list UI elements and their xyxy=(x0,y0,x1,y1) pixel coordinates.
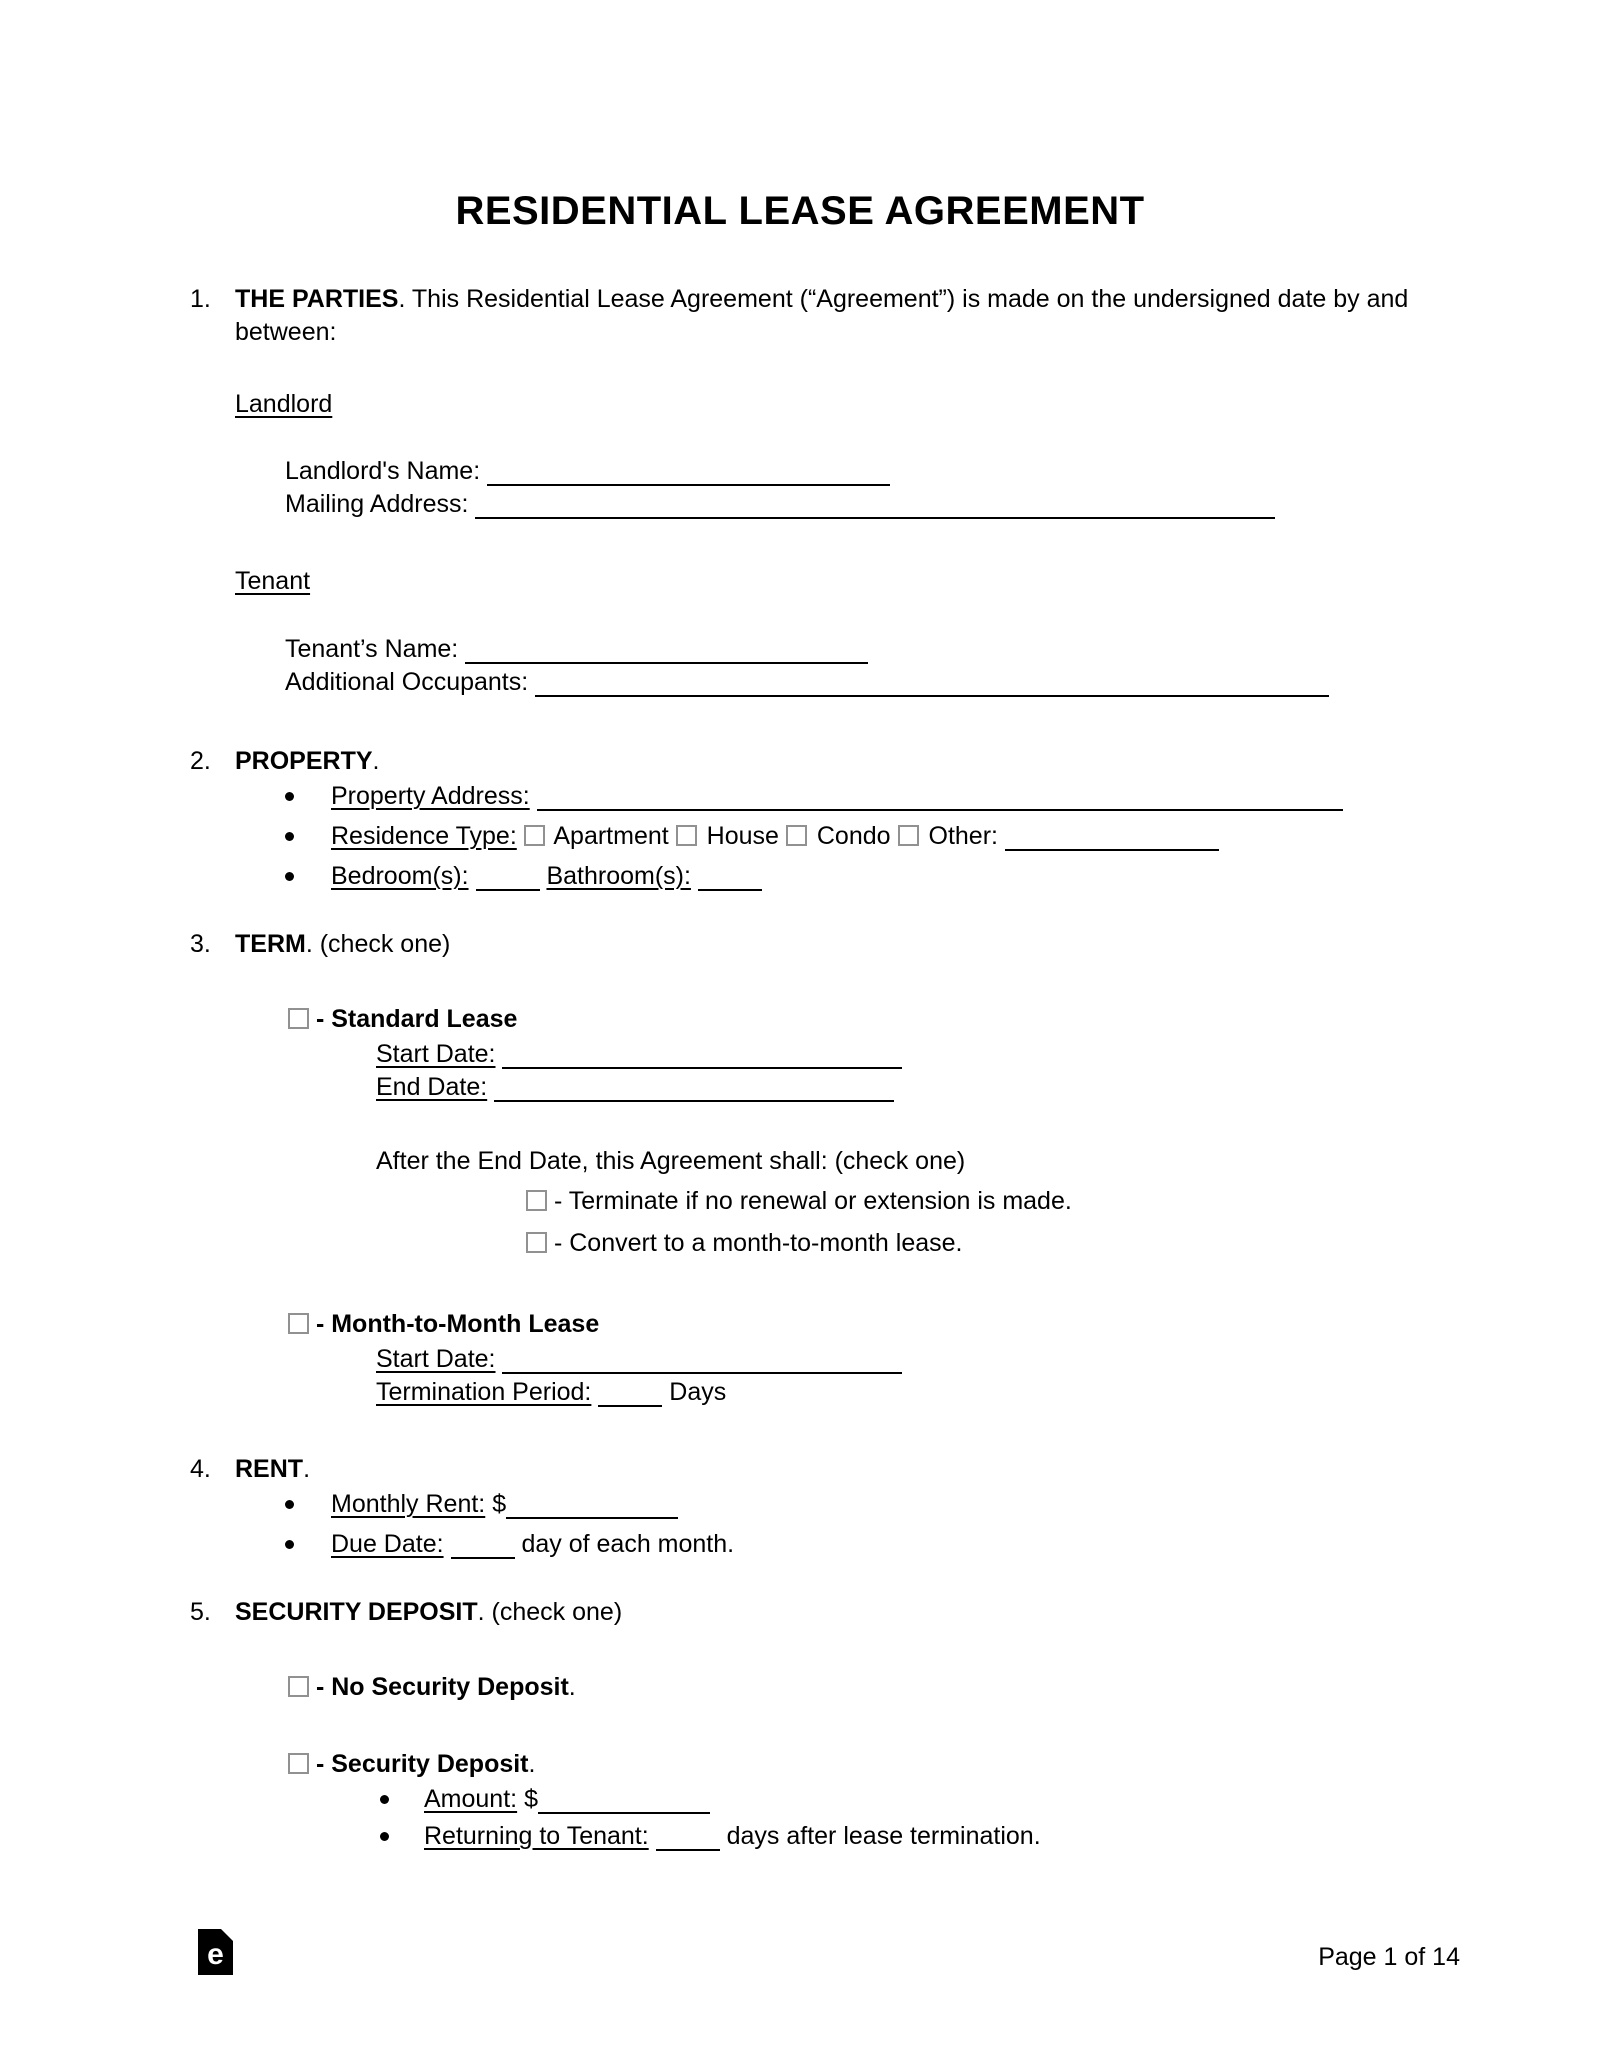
deposit-amount-blank[interactable] xyxy=(538,1786,710,1814)
terminate-checkbox[interactable] xyxy=(526,1190,547,1211)
tenant-fields xyxy=(285,633,1420,699)
landlord-name-label: Landlord's Name: xyxy=(285,457,481,485)
after-end-date-text: After the End Date, this Agreement shall: (check one) xyxy=(376,1147,966,1175)
tenant-name-label: Tenant’s Name: xyxy=(285,635,459,663)
returning-to-tenant-item xyxy=(424,1820,1420,1853)
no-security-deposit-checkbox[interactable] xyxy=(288,1676,309,1697)
convert-option-row xyxy=(526,1227,1420,1260)
due-date-item xyxy=(331,1528,1420,1561)
dash: - xyxy=(553,1229,563,1257)
m2m-start-date-label: Start Date: xyxy=(376,1345,496,1373)
section-rent-tail: . xyxy=(303,1455,311,1483)
bullet-icon xyxy=(285,792,294,801)
standard-lease-title: Standard Lease xyxy=(331,1005,518,1033)
returning-to-tenant-suffix: days after lease termination. xyxy=(726,1822,1041,1850)
termination-period-row xyxy=(376,1376,1420,1409)
mailing-address-row xyxy=(285,488,1420,521)
tenant-name-row xyxy=(285,633,1420,666)
section-term xyxy=(190,928,1420,961)
eforms-logo xyxy=(198,1929,233,1975)
bathrooms-label: Bathroom(s): xyxy=(546,862,691,890)
standard-lease-fields xyxy=(376,1038,1420,1104)
landlord-fields xyxy=(285,455,1420,521)
residence-condo-label: Condo xyxy=(816,822,891,850)
bedrooms-bathrooms-item xyxy=(331,860,1420,893)
due-date-label: Due Date: xyxy=(331,1530,444,1558)
residence-house-checkbox[interactable] xyxy=(676,825,697,846)
mailing-address-label: Mailing Address: xyxy=(285,490,469,518)
standard-lease-row xyxy=(288,1003,1420,1036)
termination-period-blank[interactable] xyxy=(598,1379,662,1407)
no-security-deposit-title: No Security Deposit xyxy=(331,1673,569,1701)
section-parties xyxy=(190,283,1420,349)
residence-house-label: House xyxy=(706,822,779,850)
dollar-sign: $ xyxy=(524,1785,538,1813)
section-term-tail: . (check one) xyxy=(305,930,451,958)
bedrooms-blank[interactable] xyxy=(476,863,540,891)
residence-apartment-checkbox[interactable] xyxy=(524,825,545,846)
section-security-deposit-number: 5. xyxy=(190,1598,211,1626)
standard-end-date-row xyxy=(376,1071,1420,1104)
section-rent xyxy=(190,1453,1420,1486)
standard-lease-checkbox[interactable] xyxy=(288,1008,309,1029)
residence-other-label: Other: xyxy=(928,822,998,850)
dollar-sign: $ xyxy=(492,1490,507,1518)
security-deposit-row xyxy=(288,1748,1420,1781)
after-end-date-options xyxy=(190,1185,1420,1260)
section-rent-number: 4. xyxy=(190,1455,211,1483)
section-parties-number: 1. xyxy=(190,285,211,313)
monthly-rent-item xyxy=(331,1488,1420,1521)
m2m-start-date-row xyxy=(376,1343,1420,1376)
eforms-logo-letter: e xyxy=(207,1938,224,1971)
section-security-deposit-heading: SECURITY DEPOSIT xyxy=(235,1598,478,1626)
no-security-deposit-period: . xyxy=(568,1673,576,1701)
additional-occupants-row xyxy=(285,666,1420,699)
residence-type-item xyxy=(331,820,1420,853)
property-bullets xyxy=(190,780,1420,893)
month-to-month-title: Month-to-Month Lease xyxy=(331,1310,600,1338)
standard-start-date-label: Start Date: xyxy=(376,1040,496,1068)
no-security-deposit-row xyxy=(288,1671,1420,1704)
section-parties-heading: THE PARTIES xyxy=(235,285,399,313)
bathrooms-blank[interactable] xyxy=(698,863,762,891)
additional-occupants-blank[interactable] xyxy=(535,669,1329,697)
convert-option-label: Convert to a month-to-month lease. xyxy=(569,1229,963,1257)
document-content xyxy=(190,283,1420,1853)
monthly-rent-blank[interactable] xyxy=(506,1491,678,1519)
mailing-address-blank[interactable] xyxy=(475,491,1275,519)
security-deposit-checkbox[interactable] xyxy=(288,1753,309,1774)
additional-occupants-label: Additional Occupants: xyxy=(285,668,529,696)
section-security-deposit-tail: . (check one) xyxy=(477,1598,623,1626)
convert-checkbox[interactable] xyxy=(526,1232,547,1253)
bullet-icon xyxy=(285,1540,294,1549)
deposit-amount-item xyxy=(424,1783,1420,1816)
dash: - xyxy=(315,1750,325,1778)
tenant-heading: Tenant xyxy=(235,567,311,595)
tenant-name-blank[interactable] xyxy=(465,636,868,664)
residence-type-label: Residence Type: xyxy=(331,822,517,850)
m2m-start-date-blank[interactable] xyxy=(502,1346,902,1374)
section-security-deposit xyxy=(190,1596,1420,1629)
terminate-option-row xyxy=(526,1185,1420,1218)
bedrooms-label: Bedroom(s): xyxy=(331,862,469,890)
section-term-heading: TERM xyxy=(235,930,306,958)
dash: - xyxy=(315,1673,325,1701)
security-deposit-title: Security Deposit xyxy=(331,1750,529,1778)
standard-end-date-blank[interactable] xyxy=(494,1074,894,1102)
rent-bullets xyxy=(190,1488,1420,1561)
returning-to-tenant-blank[interactable] xyxy=(656,1823,720,1851)
due-date-blank[interactable] xyxy=(451,1531,515,1559)
month-to-month-row xyxy=(288,1308,1420,1341)
section-term-number: 3. xyxy=(190,930,211,958)
property-address-item xyxy=(331,780,1420,813)
termination-days-suffix: Days xyxy=(669,1378,727,1406)
section-parties-intro: . This Residential Lease Agreement (“Agreement”) is made on the undersigned date by and between: xyxy=(235,285,1409,346)
due-date-suffix: day of each month. xyxy=(521,1530,735,1558)
section-property xyxy=(190,745,1420,778)
residence-condo-checkbox[interactable] xyxy=(786,825,807,846)
dash: - xyxy=(315,1310,325,1338)
standard-start-date-row xyxy=(376,1038,1420,1071)
property-address-blank[interactable] xyxy=(537,783,1343,811)
residence-other-checkbox[interactable] xyxy=(898,825,919,846)
page-indicator: Page 1 of 14 xyxy=(1318,1943,1460,1971)
returning-to-tenant-label: Returning to Tenant: xyxy=(424,1822,649,1850)
terminate-option-label: Terminate if no renewal or extension is made. xyxy=(568,1187,1072,1215)
section-rent-heading: RENT xyxy=(235,1455,304,1483)
standard-start-date-blank[interactable] xyxy=(502,1041,902,1069)
month-to-month-fields xyxy=(376,1343,1420,1409)
standard-end-date-label: End Date: xyxy=(376,1073,488,1101)
section-property-number: 2. xyxy=(190,747,211,775)
security-deposit-period: . xyxy=(528,1750,536,1778)
landlord-name-blank[interactable] xyxy=(487,458,890,486)
monthly-rent-label: Monthly Rent: xyxy=(331,1490,486,1518)
landlord-name-row xyxy=(285,455,1420,488)
dash: - xyxy=(553,1187,563,1215)
dash: - xyxy=(315,1005,325,1033)
bullet-icon xyxy=(285,872,294,881)
residence-other-blank[interactable] xyxy=(1005,823,1219,851)
bullet-icon xyxy=(380,1795,389,1804)
termination-period-label: Termination Period: xyxy=(376,1378,592,1406)
property-address-label: Property Address: xyxy=(331,782,530,810)
section-property-tail: . xyxy=(372,747,380,775)
landlord-heading: Landlord xyxy=(235,390,333,418)
deposit-amount-label: Amount: xyxy=(424,1785,518,1813)
security-deposit-bullets xyxy=(190,1783,1420,1853)
month-to-month-checkbox[interactable] xyxy=(288,1313,309,1334)
residence-apartment-label: Apartment xyxy=(553,822,669,850)
bullet-icon xyxy=(285,832,294,841)
bullet-icon xyxy=(285,1500,294,1509)
bullet-icon xyxy=(380,1832,389,1841)
section-property-heading: PROPERTY xyxy=(235,747,373,775)
page-title: RESIDENTIAL LEASE AGREEMENT xyxy=(455,189,1145,233)
